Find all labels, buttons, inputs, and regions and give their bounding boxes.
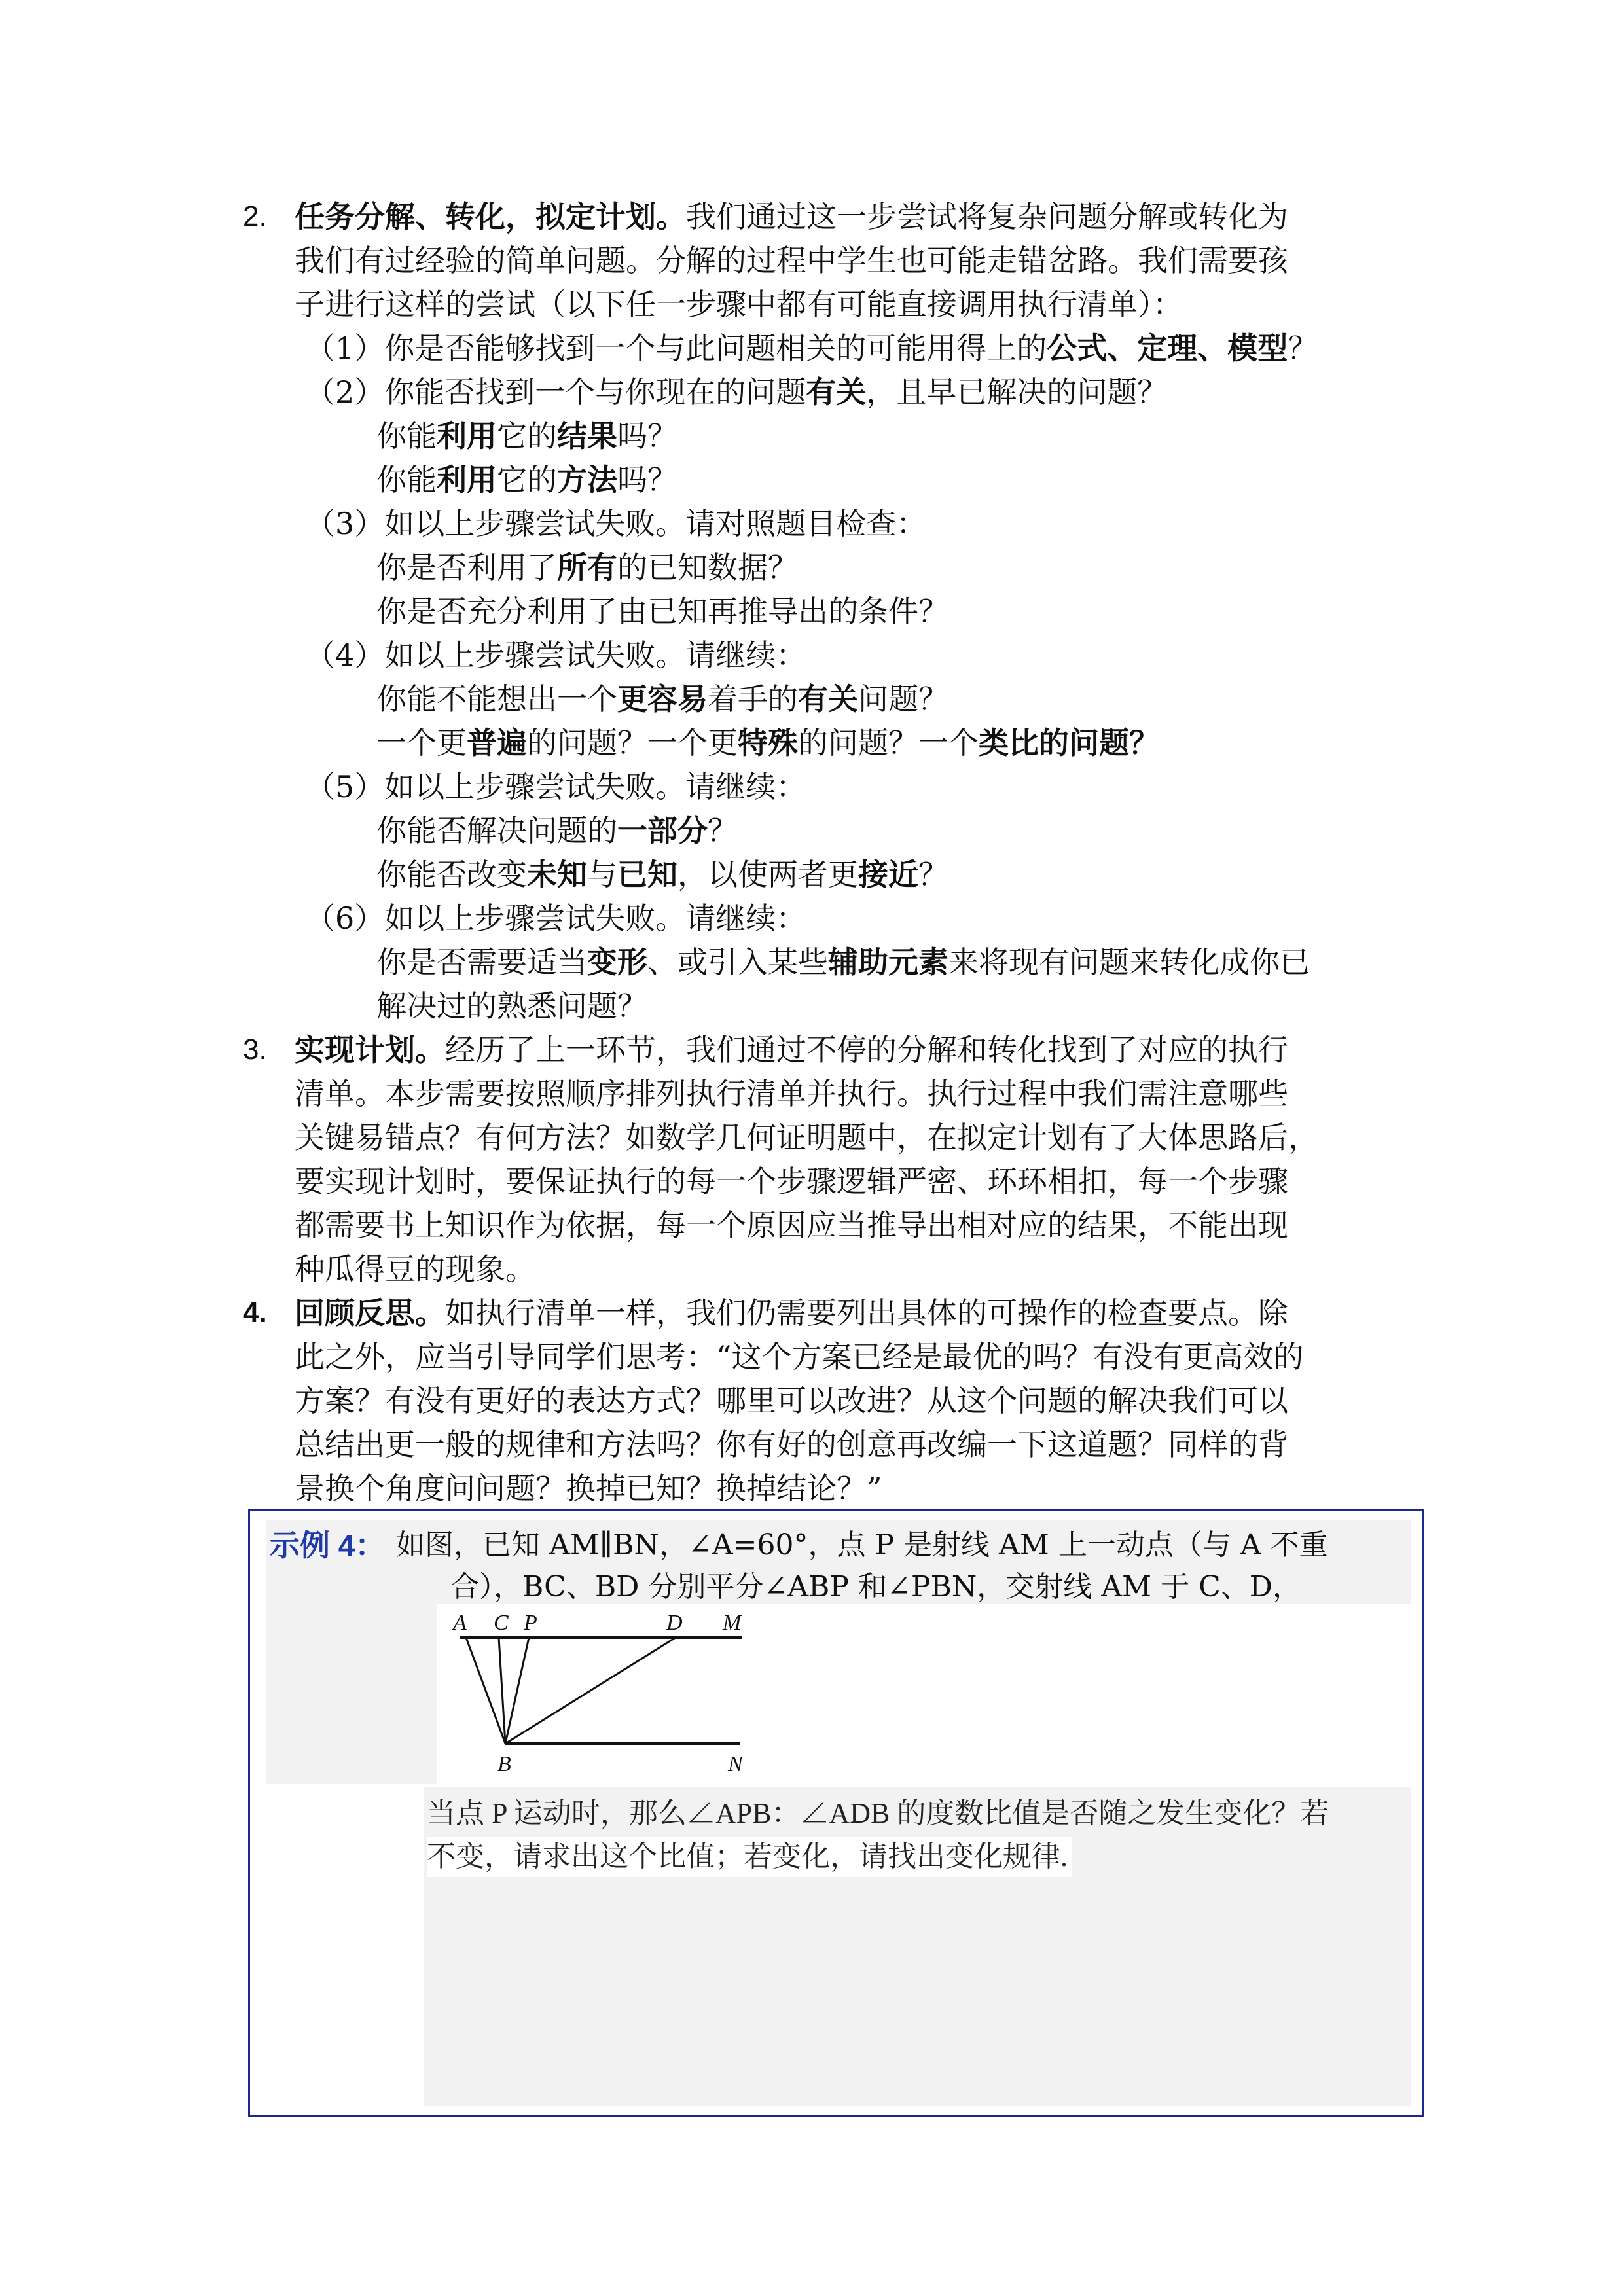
- step-4-line-4: 总结出更一般的规律和方法吗？你有好的创意再改编一下这道题？同样的背: [295, 1427, 1288, 1462]
- step-3-line-4: 要实现计划时，要保证执行的每一个步骤逻辑严密、环环相扣，每一个步骤: [295, 1164, 1288, 1199]
- step-number: 4.: [243, 1297, 267, 1329]
- sub-item-5: （5）如以上步骤尝试失败。请继续：: [305, 769, 806, 804]
- label-c: C: [494, 1611, 509, 1635]
- sub-item-4: （4）如以上步骤尝试失败。请继续：: [305, 637, 806, 673]
- sub-item-4a: 你能不能想出一个更容易着手的有关问题？: [376, 681, 948, 717]
- geometry-figure-svg: [448, 1604, 749, 1780]
- geometry-figure: [448, 1604, 749, 1780]
- step-3-line-2: 清单。本步需要按照顺序排列执行清单并执行。执行过程中我们需注意哪些: [295, 1076, 1288, 1111]
- step-4-text: 如执行清单一样，我们仍需要列出具体的可操作的检查要点。除: [445, 1295, 1288, 1331]
- label-b: B: [497, 1752, 511, 1776]
- step-2-line-3: 子进行这样的尝试（以下任一步骤中都有可能直接调用执行清单）：: [295, 287, 1183, 322]
- step-number: 2.: [243, 200, 267, 232]
- sub-item-6a: 你是否需要适当变形、或引入某些辅助元素来将现有问题来转化成你已: [376, 944, 1310, 980]
- example-question-line-2: 不变，请求出这个比值；若变化，请找出变化规律.: [427, 1837, 1072, 1877]
- step-4-heading: 回顾反思。: [295, 1295, 445, 1331]
- example-label: 示例 4：: [270, 1528, 386, 1562]
- label-n: N: [728, 1752, 743, 1776]
- step-4-line-3: 方案？有没有更好的表达方式？哪里可以改进？从这个问题的解决我们可以: [295, 1383, 1288, 1418]
- step-3-heading: 实现计划。: [295, 1032, 445, 1067]
- segment-bp: [505, 1638, 529, 1744]
- sub-item-1: （1）你是否能够找到一个与此问题相关的可能用得上的公式、定理、模型？: [305, 331, 1318, 366]
- step-2-line-1: [295, 196, 1288, 237]
- example-line-2: 合），BC、BD 分别平分∠ABP 和∠PBN，交射线 AM 于 C、D，: [450, 1570, 1302, 1604]
- sub-item-2b: 你能利用它的方法吗？: [376, 462, 677, 497]
- sub-item-6b: 解决过的熟悉问题？: [376, 988, 647, 1024]
- label-m: M: [723, 1611, 742, 1635]
- step-3-line-1: [295, 1030, 1288, 1070]
- label-d: D: [666, 1611, 683, 1635]
- step-4-line-2: 此之外，应当引导同学们思考：“这个方案已经是最优的吗？有没有更高效的: [295, 1339, 1304, 1374]
- sub-item-2a: 你能利用它的结果吗？: [376, 418, 677, 454]
- sub-item-3: （3）如以上步骤尝试失败。请对照题目检查：: [305, 506, 927, 541]
- sub-item-3a: 你是否利用了所有的已知数据？: [376, 550, 798, 585]
- label-a: A: [453, 1611, 467, 1635]
- example-line-1: 如图，已知 AM∥BN，∠A=60°，点 P 是射线 AM 上一动点（与 A 不重: [396, 1528, 1328, 1562]
- step-2-line-2: 我们有过经验的简单问题。分解的过程中学生也可能走错岔路。我们需要孩: [295, 243, 1288, 278]
- sub-item-2: （2）你能否找到一个与你现在的问题有关，且早已解决的问题？: [305, 374, 1168, 410]
- example-shade-bottom: [424, 1787, 1411, 2106]
- step-4-line-5: 景换个角度问问题？换掉已知？换掉结论？”: [295, 1471, 882, 1506]
- step-3-line-6: 种瓜得豆的现象。: [295, 1251, 535, 1287]
- segment-bd: [505, 1638, 676, 1744]
- step-number: 3.: [243, 1033, 267, 1066]
- step-2-text: 我们通过这一步尝试将复杂问题分解或转化为: [686, 199, 1288, 234]
- step-4-line-1: [295, 1293, 1288, 1333]
- step-3-text: 经历了上一环节，我们通过不停的分解和转化找到了对应的执行: [445, 1032, 1288, 1067]
- sub-item-4b: 一个更普遍的问题？一个更特殊的问题？一个类比的问题？: [376, 725, 1159, 761]
- sub-item-5b: 你能否改变未知与已知，以使两者更接近？: [376, 857, 948, 892]
- sub-item-3b: 你是否充分利用了由已知再推导出的条件？: [376, 594, 948, 629]
- sub-item-6: （6）如以上步骤尝试失败。请继续：: [305, 901, 806, 936]
- step-3-line-5: 都需要书上知识作为依据，每一个原因应当推导出相对应的结果，不能出现: [295, 1208, 1288, 1243]
- step-2-heading: 任务分解、转化，拟定计划。: [295, 199, 686, 234]
- label-p: P: [524, 1611, 537, 1635]
- step-3-line-3: 关键易错点？有何方法？如数学几何证明题中，在拟定计划有了大体思路后，: [295, 1120, 1318, 1155]
- example-question-line-1: 当点 P 运动时，那么∠APB：∠ADB 的度数比值是否随之发生变化？若: [427, 1797, 1329, 1829]
- sub-item-5a: 你能否解决问题的一部分？: [376, 813, 738, 848]
